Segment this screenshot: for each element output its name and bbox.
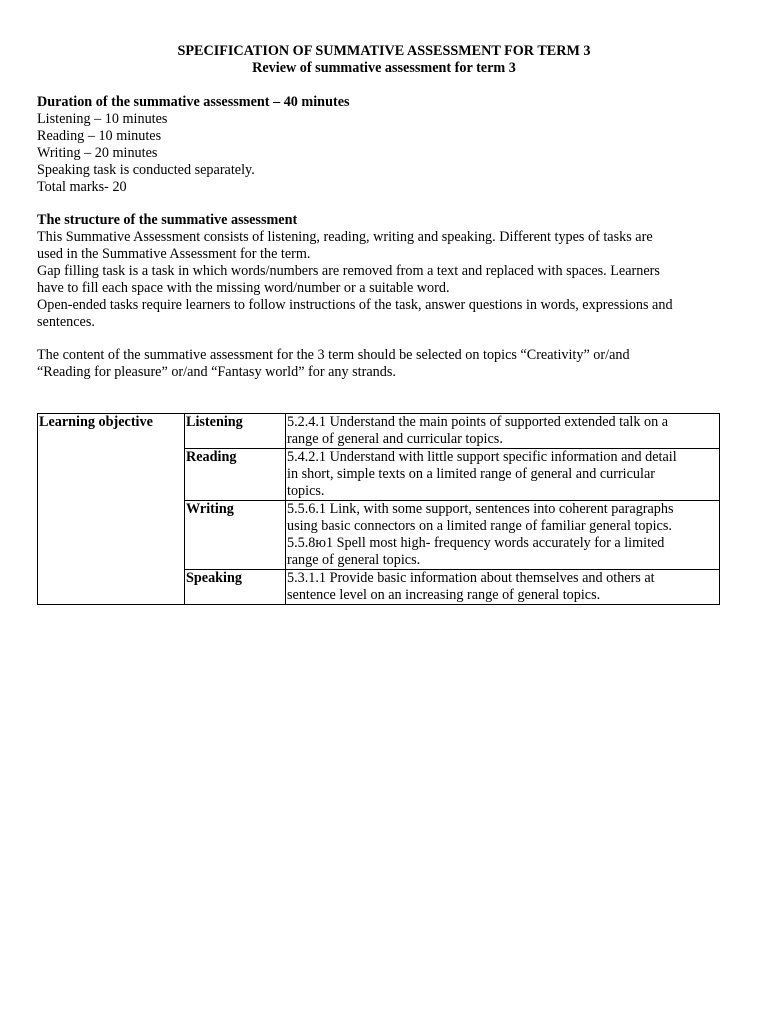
objective-description — [286, 501, 720, 570]
structure-line: Open-ended tasks require learners to follow instructions of the task, answer questions in words, expressions and — [37, 297, 673, 313]
objective-line: range of general topics. — [287, 552, 421, 568]
objective-line: 5.5.8ю1 Spell most high- frequency words accurately for a limited — [287, 535, 665, 551]
objective-line: range of general and curricular topics. — [287, 431, 503, 447]
structure-line: used in the Summative Assessment for the term. — [37, 246, 311, 262]
structure-line: Gap filling task is a task in which words/numbers are removed from a text and replaced with spaces. Learners — [37, 263, 660, 279]
structure-line: have to fill each space with the missing word/number or a suitable word. — [37, 280, 450, 296]
objective-line: using basic connectors on a limited range of familiar general topics. — [287, 518, 672, 534]
objective-line: 5.2.4.1 Understand the main points of supported extended talk on a — [287, 414, 669, 430]
skill-label: Reading — [185, 449, 286, 501]
document-subtitle: Review of summative assessment for term 3 — [252, 60, 516, 76]
learning-objectives-table — [37, 413, 720, 605]
objective-line: 5.4.2.1 Understand with little support specific information and detail — [287, 449, 677, 465]
skill-label: Writing — [185, 501, 286, 570]
objective-description — [286, 570, 720, 605]
table-row — [38, 414, 720, 449]
content-line: “Reading for pleasure” or/and “Fantasy world” for any strands. — [37, 364, 396, 380]
objective-line: 5.3.1.1 Provide basic information about themselves and others at — [287, 570, 655, 586]
structure-line: This Summative Assessment consists of listening, reading, writing and speaking. Different types of tasks are — [37, 229, 653, 245]
objective-description — [286, 449, 720, 501]
objective-line: sentence level on an increasing range of general topics. — [287, 587, 601, 603]
objective-line: in short, simple texts on a limited range of general and curricular — [287, 466, 655, 482]
document-title: SPECIFICATION OF SUMMATIVE ASSESSMENT FOR TERM 3 — [177, 43, 591, 59]
learning-objective-label: Learning objective — [38, 414, 185, 605]
content-line: The content of the summative assessment for the 3 term should be selected on topics “Creativity” or/and — [37, 347, 630, 363]
total-marks: Total marks- 20 — [37, 179, 127, 195]
objective-line: topics. — [287, 483, 325, 499]
structure-heading: The structure of the summative assessment — [37, 212, 298, 228]
duration-speaking-note: Speaking task is conducted separately. — [37, 162, 255, 178]
duration-listening: Listening – 10 minutes — [37, 111, 168, 127]
skill-label: Speaking — [185, 570, 286, 605]
objective-description — [286, 414, 720, 449]
duration-reading: Reading – 10 minutes — [37, 128, 162, 144]
skill-label: Listening — [185, 414, 286, 449]
duration-heading: Duration of the summative assessment – 40 minutes — [37, 94, 350, 110]
duration-writing: Writing – 20 minutes — [37, 145, 158, 161]
objective-line: 5.5.6.1 Link, with some support, sentences into coherent paragraphs — [287, 501, 674, 517]
structure-line: sentences. — [37, 314, 95, 330]
